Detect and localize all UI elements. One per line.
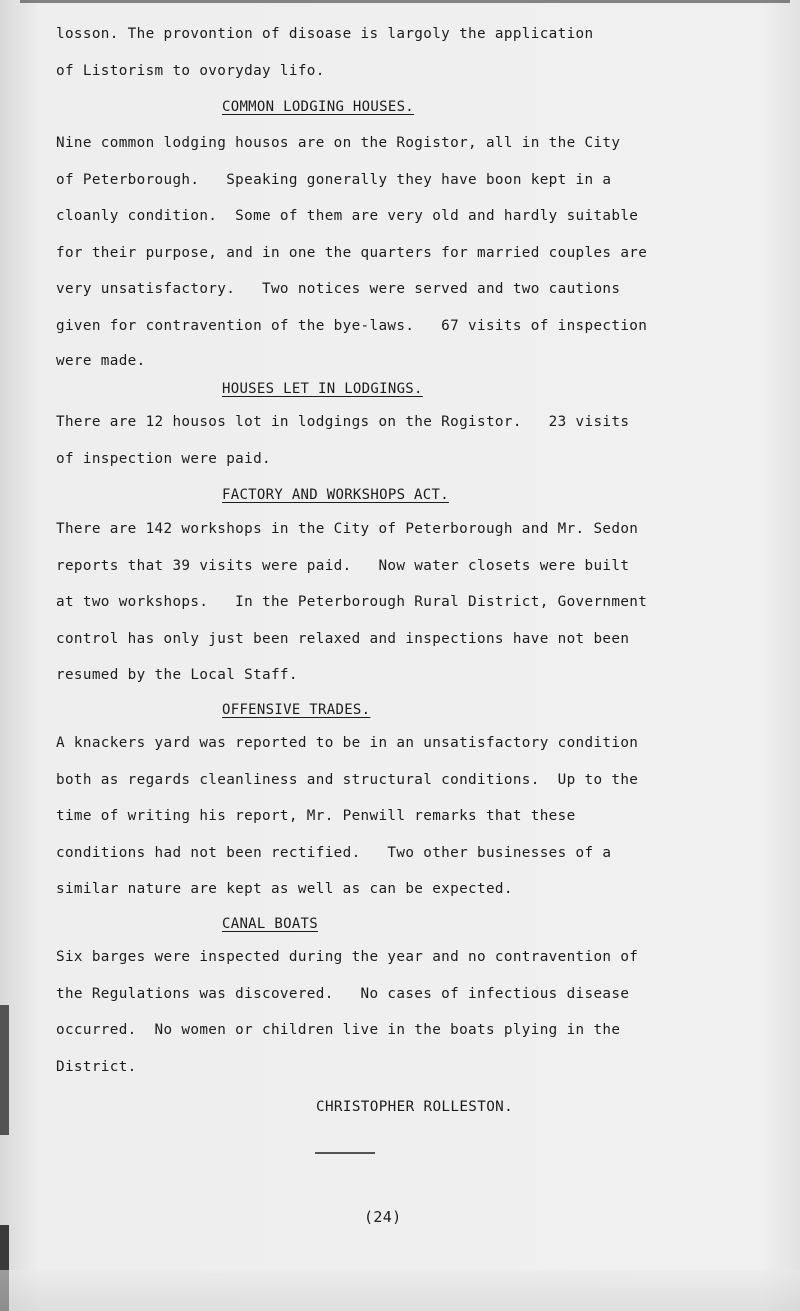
signature-rule	[315, 1152, 375, 1154]
heading-offensive-trades: OFFENSIVE TRADES.	[222, 702, 371, 718]
section4-line-5: similar nature are kept as well as can be expected.	[56, 881, 513, 897]
section4-line-4: conditions had not been rectified. Two other businesses of a	[56, 845, 612, 861]
section4-line-1: A knackers yard was reported to be in an unsatisfactory condition	[56, 735, 639, 751]
section1-line-4: for their purpose, and in one the quarters for married couples are	[56, 245, 648, 261]
section5-line-1: Six barges were inspected during the year and no contravention of	[56, 949, 639, 965]
section1-line-2: of Peterborough. Speaking gonerally they have boon kept in a	[56, 172, 612, 188]
section1-line-7: were made.	[56, 353, 146, 369]
section3-line-3: at two workshops. In the Peterborough Rural District, Government	[56, 594, 648, 610]
section3-line-4: control has only just been relaxed and inspections have not been	[56, 631, 630, 647]
section2-line-1: There are 12 housos lot in lodgings on the Rogistor. 23 visits	[56, 414, 630, 430]
section1-line-1: Nine common lodging housos are on the Rogistor, all in the City	[56, 135, 621, 151]
section5-line-4: District.	[56, 1059, 137, 1075]
section1-line-5: very unsatisfactory. Two notices were served and two cautions	[56, 281, 621, 297]
section1-line-3: cloanly condition. Some of them are very old and hardly suitable	[56, 208, 639, 224]
intro-line-1: losson. The provontion of disoase is largoly the application	[56, 26, 594, 42]
section5-line-3: occurred. No women or children live in the boats plying in the	[56, 1022, 621, 1038]
section3-line-1: There are 142 workshops in the City of Peterborough and Mr. Sedon	[56, 521, 639, 537]
section4-line-2: both as regards cleanliness and structural conditions. Up to the	[56, 772, 639, 788]
heading-common-lodging-houses: COMMON LODGING HOUSES.	[222, 99, 415, 115]
heading-canal-boats: CANAL BOATS	[222, 916, 319, 932]
scan-bottom-shadow	[0, 1270, 800, 1311]
scan-binding-edge-upper	[0, 1005, 9, 1135]
scan-edge	[20, 0, 790, 3]
heading-houses-let-in-lodgings: HOUSES LET IN LODGINGS.	[222, 381, 423, 397]
page-number: (24)	[364, 1208, 402, 1226]
section3-line-5: resumed by the Local Staff.	[56, 667, 298, 683]
section2-line-2: of inspection were paid.	[56, 451, 271, 467]
section4-line-3: time of writing his report, Mr. Penwill remarks that these	[56, 808, 576, 824]
signature: CHRISTOPHER ROLLESTON.	[316, 1099, 514, 1115]
intro-line-2: of Listorism to ovoryday lifo.	[56, 63, 325, 79]
section5-line-2: the Regulations was discovered. No cases of infectious disease	[56, 986, 630, 1002]
section1-line-6: given for contravention of the bye-laws. 67 visits of inspection	[56, 318, 648, 334]
section3-line-2: reports that 39 visits were paid. Now water closets were built	[56, 558, 630, 574]
heading-factory-and-workshops-act: FACTORY AND WORKSHOPS ACT.	[222, 487, 449, 503]
